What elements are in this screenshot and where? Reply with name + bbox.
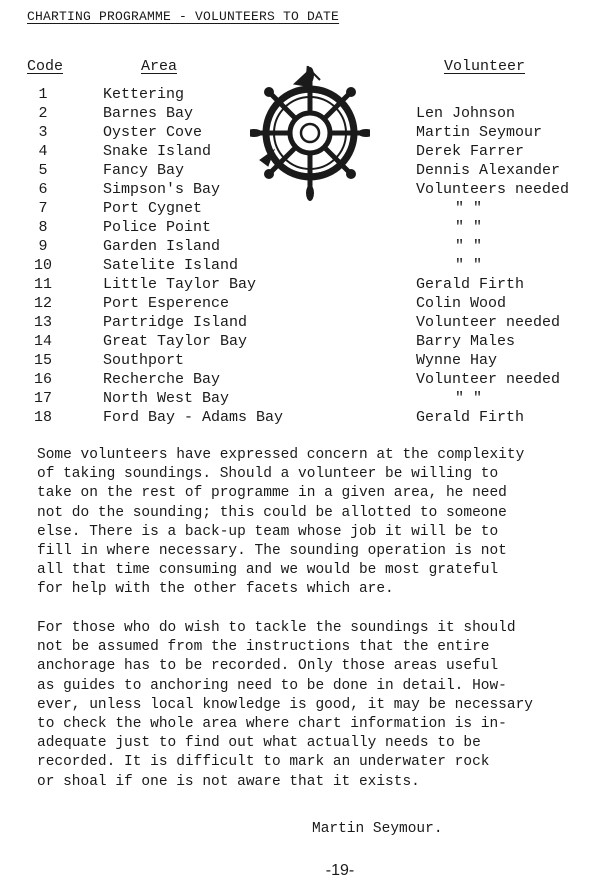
row-code: 13 <box>33 314 52 331</box>
table-row <box>0 314 600 333</box>
row-code: 3 <box>38 124 48 141</box>
row-code: 1 <box>38 86 48 103</box>
signature: Martin Seymour. <box>312 821 443 837</box>
row-area: Partridge Island <box>103 314 248 331</box>
row-area: Simpson's Bay <box>103 181 221 198</box>
table-row <box>0 390 600 409</box>
table-row <box>0 371 600 390</box>
row-code: 14 <box>33 333 52 350</box>
row-code: 17 <box>33 390 52 407</box>
row-area: Police Point <box>103 219 212 236</box>
row-area: Ford Bay - Adams Bay <box>103 409 284 426</box>
row-volunteer: " " <box>455 238 483 255</box>
table-row <box>0 295 600 314</box>
header-area: Area <box>141 58 178 75</box>
paragraph-soundings: For those who do wish to tackle the soundings it should not be assumed from the instructions that the entire anchorage has to be recorded. Only those areas useful as guides to anchoring need to be done in detail. How- ever, unless local knowledge is good, it may be necessary to check the whole area where chart information is in- adequate just to find out what actually needs to be recorded. It is difficult to mark an underwater rock or shoal if one is not aware that it exists. <box>37 620 533 790</box>
row-area: Little Taylor Bay <box>103 276 257 293</box>
row-volunteer: Wynne Hay <box>416 352 498 369</box>
row-area: Fancy Bay <box>103 162 185 179</box>
header-volunteer: Volunteer <box>444 58 526 75</box>
paragraph-volunteer-concern: Some volunteers have expressed concern at the complexity of taking soundings. Should a volunteer be willing to take on the rest of programme in a given area, he need not do the sounding; this could be allotted to someone else. There is a back-up team whose job it will be to fill in where necessary. The sounding operation is not all that time consuming and we would be most grateful for help with the other facets which are. <box>37 447 525 598</box>
row-code: 8 <box>38 219 48 236</box>
row-area: Recherche Bay <box>103 371 221 388</box>
row-code: 12 <box>33 295 52 312</box>
row-volunteer: Len Johnson <box>416 105 516 122</box>
row-volunteer: " " <box>455 200 483 217</box>
table-row <box>0 276 600 295</box>
row-volunteer: Volunteer needed <box>416 371 561 388</box>
row-area: Port Cygnet <box>103 200 203 217</box>
row-area: Barnes Bay <box>103 105 194 122</box>
row-area: Garden Island <box>103 238 221 255</box>
row-volunteer: Barry Males <box>416 333 516 350</box>
row-volunteer: " " <box>455 390 483 407</box>
row-area: Great Taylor Bay <box>103 333 248 350</box>
row-volunteer: Gerald Firth <box>416 409 525 426</box>
row-code: 15 <box>33 352 52 369</box>
row-volunteer: " " <box>455 257 483 274</box>
table-row <box>0 238 600 257</box>
table-row <box>0 409 600 428</box>
row-code: 16 <box>33 371 52 388</box>
table-row <box>0 257 600 276</box>
row-volunteer: Volunteers needed <box>416 181 570 198</box>
row-area: Port Esperence <box>103 295 230 312</box>
row-area: Oyster Cove <box>103 124 203 141</box>
row-code: 7 <box>38 200 48 217</box>
row-code: 11 <box>33 276 52 293</box>
table-row <box>0 352 600 371</box>
row-area: Southport <box>103 352 185 369</box>
row-volunteer: Martin Seymour <box>416 124 543 141</box>
row-volunteer: Gerald Firth <box>416 276 525 293</box>
row-area: Kettering <box>103 86 185 103</box>
table-row <box>0 219 600 238</box>
row-code: 9 <box>38 238 48 255</box>
row-area: North West Bay <box>103 390 230 407</box>
row-code: 2 <box>38 105 48 122</box>
row-volunteer: Volunteer needed <box>416 314 561 331</box>
page-number: -19- <box>325 862 355 879</box>
page-title: CHARTING PROGRAMME - VOLUNTEERS TO DATE <box>27 9 340 24</box>
row-code: 10 <box>33 257 52 274</box>
row-volunteer: Dennis Alexander <box>416 162 561 179</box>
row-area: Snake Island <box>103 143 212 160</box>
row-volunteer: Derek Farrer <box>416 143 525 160</box>
row-code: 6 <box>38 181 48 198</box>
header-code: Code <box>27 58 64 75</box>
row-volunteer: Colin Wood <box>416 295 507 312</box>
row-code: 18 <box>33 409 52 426</box>
row-volunteer: " " <box>455 219 483 236</box>
ships-wheel-icon <box>250 62 370 212</box>
row-code: 5 <box>38 162 48 179</box>
table-row <box>0 333 600 352</box>
row-area: Satelite Island <box>103 257 239 274</box>
row-code: 4 <box>38 143 48 160</box>
